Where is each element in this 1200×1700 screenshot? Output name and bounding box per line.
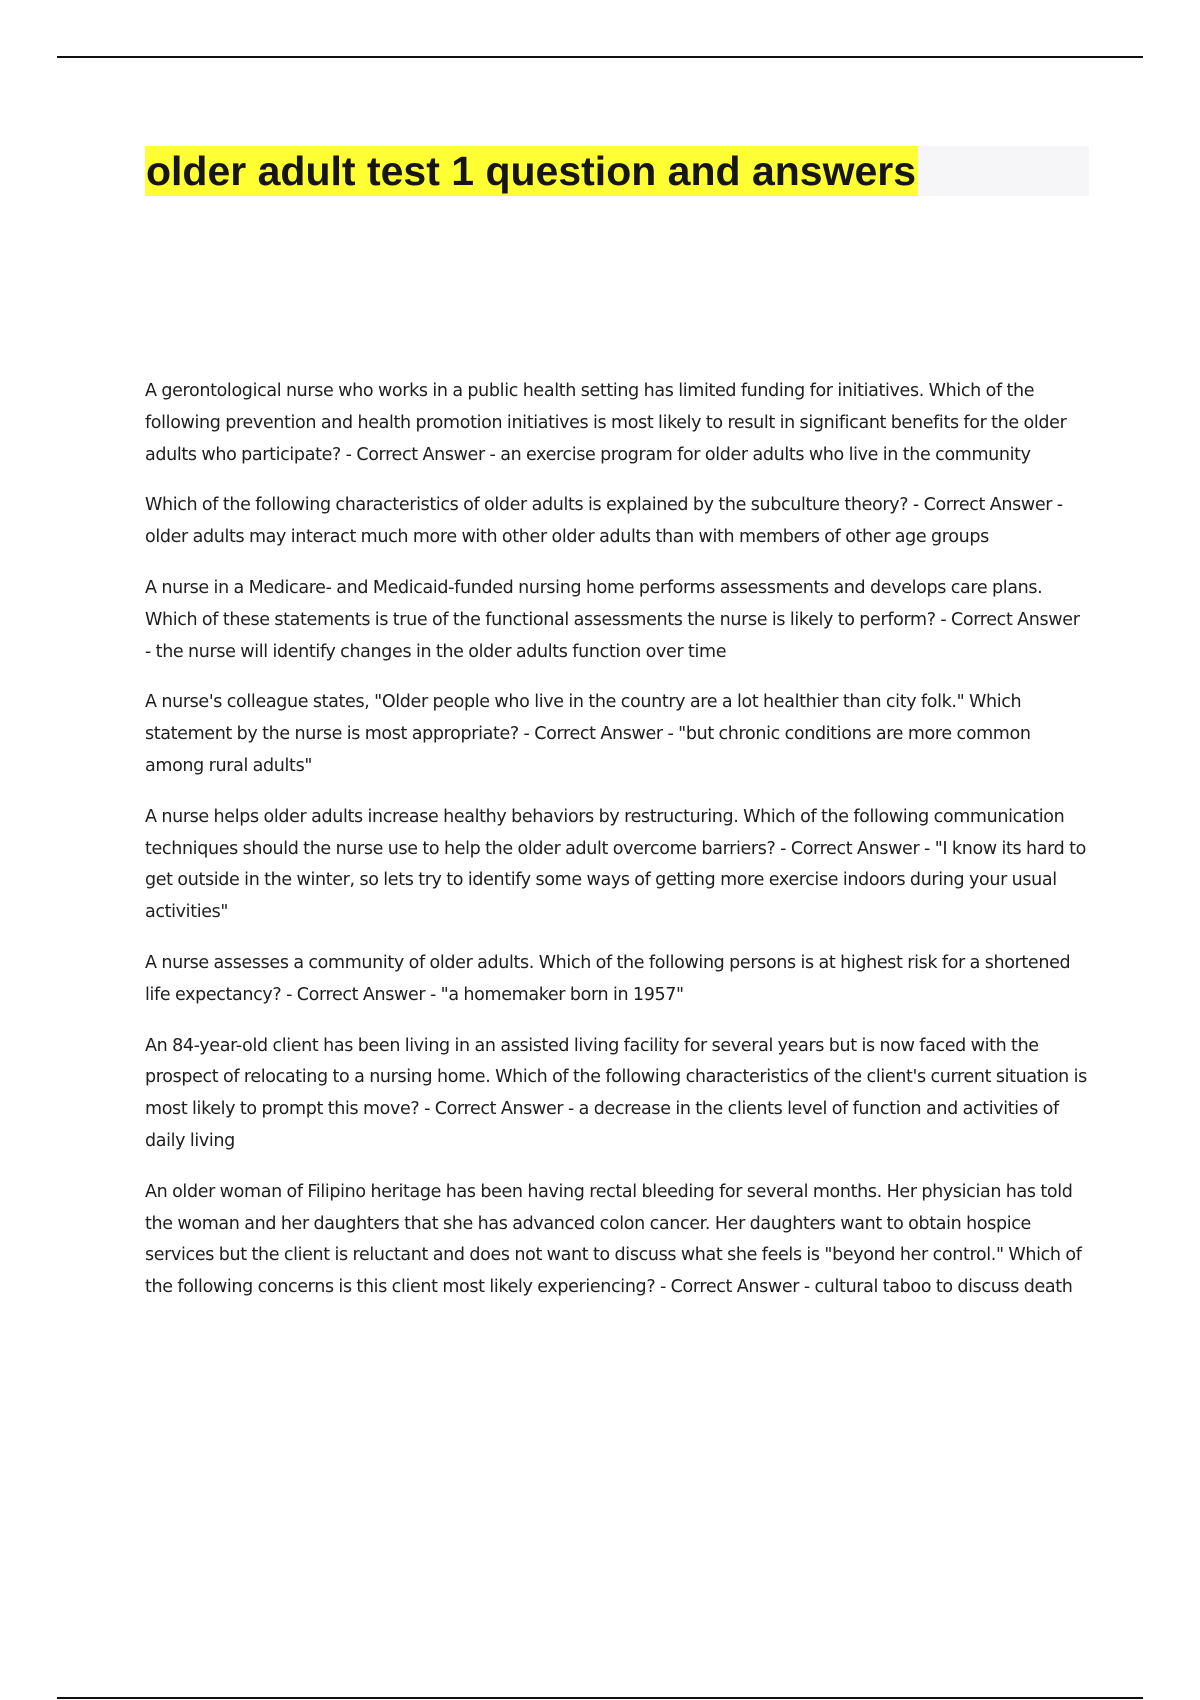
title-block bbox=[145, 146, 1089, 196]
qa-item: A nurse assesses a community of older adults. Which of the following persons is at highest risk for a shortened life expectancy? - Correct Answer - "a homemaker born in 1957" bbox=[145, 952, 1071, 1005]
qa-list bbox=[145, 376, 1090, 1323]
qa-item: A nurse's colleague states, "Older people who live in the country are a lot healthier than city folk." Which statement by the nurse is most appropriate? - Correct Answer - "but chronic conditions are more common among rural adults" bbox=[145, 692, 1031, 776]
document-title: older adult test 1 question and answers bbox=[146, 148, 917, 194]
qa-item: A nurse in a Medicare- and Medicaid-funded nursing home performs assessments and develops care plans. Which of these statements is true of the functional assessments the nurse is likely to perform? - Correct Answer - the nurse will identify changes in the older adults function over time bbox=[145, 577, 1080, 662]
qa-item: A gerontological nurse who works in a public health setting has limited funding for initiatives. Which of the following prevention and health promotion initiatives is most likely to result in significant benefits for the older adults who participate? - Correct Answer - an exercise program for older adults who live in the community bbox=[145, 381, 1067, 465]
qa-item: Which of the following characteristics of older adults is explained by the subculture theory? - Correct Answer - older adults may interact much more with other older adults than with members of other age groups bbox=[145, 495, 1063, 548]
top-rule bbox=[57, 56, 1143, 58]
bottom-rule bbox=[57, 1697, 1143, 1699]
qa-item: An 84-year-old client has been living in an assisted living facility for several years but is now faced with the prospect of relocating to a nursing home. Which of the following characteristics of the client's current situation is most likely to prompt this move? - Correct Answer - a decrease in the clients level of function and activities of daily living bbox=[145, 1035, 1087, 1151]
qa-item: An older woman of Filipino heritage has been having rectal bleeding for several months. Her physician has told the woman and her daughters that she has advanced colon cancer. Her daughters want to obtain hospice services but the client is reluctant and does not want to discuss what she feels is "beyond her control." Which of the following concerns is this client most likely experiencing? - Correct Answer - cultural taboo to discuss death bbox=[145, 1181, 1082, 1298]
qa-item: A nurse helps older adults increase healthy behaviors by restructuring. Which of the following communication techniques should the nurse use to help the older adult overcome barriers? - Correct Answer - "I know its hard to get outside in the winter, so lets try to identify some ways of getting more exercise indoors during your usual activities" bbox=[145, 806, 1086, 923]
